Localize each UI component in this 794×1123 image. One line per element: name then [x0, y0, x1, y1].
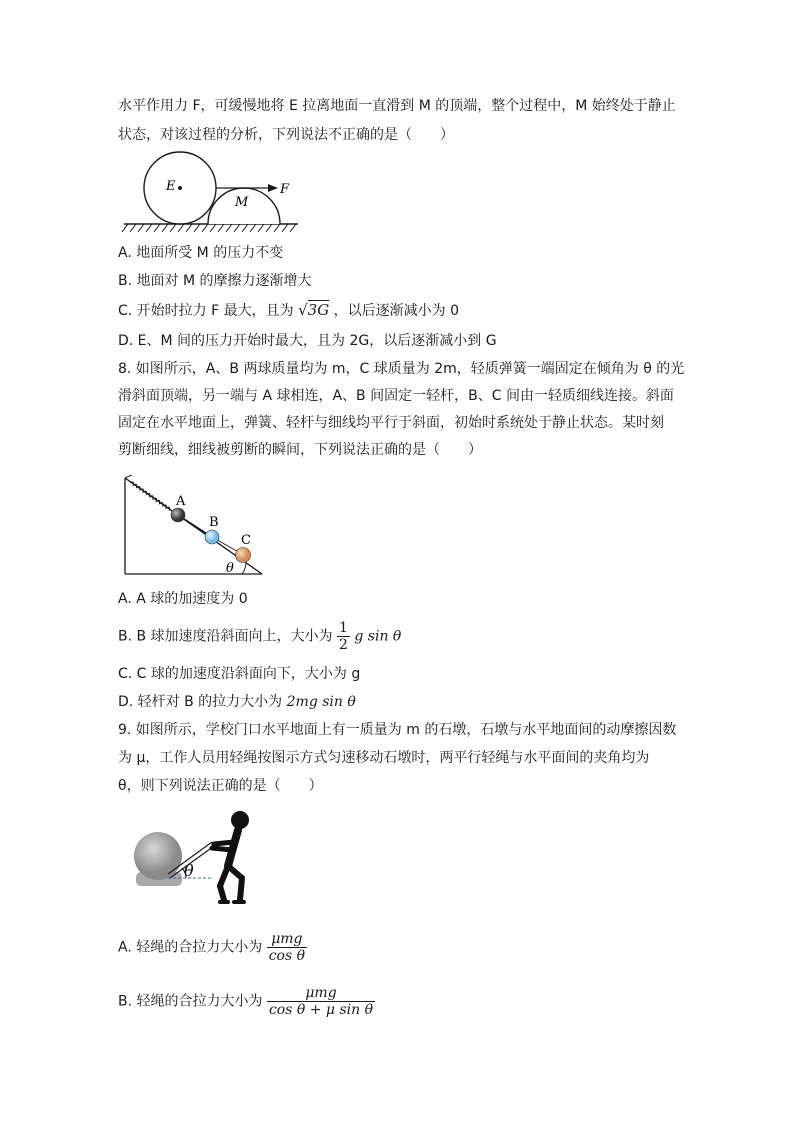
label-m: M [235, 195, 249, 210]
fraction-option-b-numerator: μmg [267, 985, 375, 1002]
q9-option-a-pre: A. 轻绳的合拉力大小为 [118, 939, 263, 956]
q8-stem-line4: 剪断细线，细线被剪断的瞬间，下列说法正确的是（ ） [118, 442, 482, 458]
ball-a [171, 508, 185, 522]
label-e: E [166, 179, 176, 194]
q7-option-c [118, 300, 459, 321]
fraction-option-b-denominator: cos θ + μ sin θ [268, 1002, 374, 1018]
label-a: A [176, 494, 186, 509]
q8-option-a: A. A 球的加速度为 0 [118, 591, 248, 607]
stone-sphere [134, 832, 182, 880]
q8-option-b-pre: B. B 球加速度沿斜面向上，大小为 [118, 628, 333, 645]
q8-stem-line3: 固定在水平地面上，弹簧、轻杆与细线均平行于斜面，初始时系统处于静止状态。某时刻 [118, 415, 664, 431]
q7-option-d: D. E、M 间的压力开始时最大，且为 2G，以后逐渐减小到 G [118, 333, 497, 349]
fraction-option-a-denominator: cos θ [268, 948, 306, 964]
q8-option-c: C. C 球的加速度沿斜面向下，大小为 g [118, 666, 361, 682]
q8-option-b [118, 620, 401, 653]
q7-stem-line2: 状态，对该过程的分析，下列说法不正确的是（ ） [118, 127, 454, 143]
q9-stem-line1: 9. 如图所示，学校门口水平地面上有一质量为 m 的石墩，石墩与水平地面间的动摩擦因数 [118, 722, 677, 738]
ball-b [205, 530, 219, 544]
q7-option-c-pre: C. 开始时拉力 F 最大，且为 [118, 303, 294, 319]
fraction-denominator: 2 [339, 637, 348, 653]
fraction-option-a [267, 931, 307, 964]
ball-c [236, 548, 251, 563]
q8-option-d-pre: D. 轻杆对 B 的拉力大小为 [118, 694, 283, 710]
worker-figure [212, 811, 249, 902]
q9-stem-line2: 为 μ，工作人员用轻绳按图示方式匀速移动石墩时，两平行轻绳与水平面间的夹角均为 [118, 750, 650, 766]
q7-option-c-post: ，以后逐渐减小为 0 [333, 303, 459, 319]
label-theta-q9: θ [184, 861, 194, 880]
q9-stem-line3: θ，则下列说法正确的是（ ） [118, 778, 323, 794]
label-c: C [241, 533, 251, 548]
q7-option-b: B. 地面对 M 的摩擦力逐渐增大 [118, 273, 312, 289]
q8-stem-line1: 8. 如图所示，A、B 两球质量均为 m，C 球质量为 2m，轻质弹簧一端固定在倾角为 θ 的光 [118, 361, 685, 377]
label-theta: θ [226, 561, 234, 576]
q8-option-d-math: 2mg sin θ [286, 694, 356, 710]
q8-figure [120, 474, 270, 580]
label-b: B [209, 515, 219, 530]
sqrt-value: 3G [307, 301, 330, 319]
q9-option-b [118, 985, 375, 1018]
q9-figure [128, 808, 262, 912]
fraction-one-half [337, 620, 350, 653]
q9-option-b-pre: B. 轻绳的合拉力大小为 [118, 993, 263, 1010]
q7-stem-line1: 水平作用力 F，可缓慢地将 E 拉离地面一直滑到 M 的顶端，整个过程中，M 始终处于静止 [118, 98, 676, 114]
fraction-option-b [267, 985, 375, 1018]
q7-figure [120, 150, 310, 236]
fraction-numerator: 1 [339, 620, 348, 636]
q8-stem-line2: 滑斜面顶端，另一端与 A 球相连，A、B 间固定一轻杆，B、C 间由一轻质细线连接。斜面 [118, 388, 674, 404]
label-f: F [280, 182, 290, 197]
sqrt-expression: √3G [298, 301, 330, 319]
q7-option-a: A. 地面所受 M 的压力不变 [118, 245, 284, 261]
fraction-option-a-numerator: μmg [267, 931, 307, 948]
q8-option-b-post: g sin θ [354, 628, 402, 645]
q8-option-d [118, 692, 356, 712]
q9-option-a [118, 931, 307, 964]
